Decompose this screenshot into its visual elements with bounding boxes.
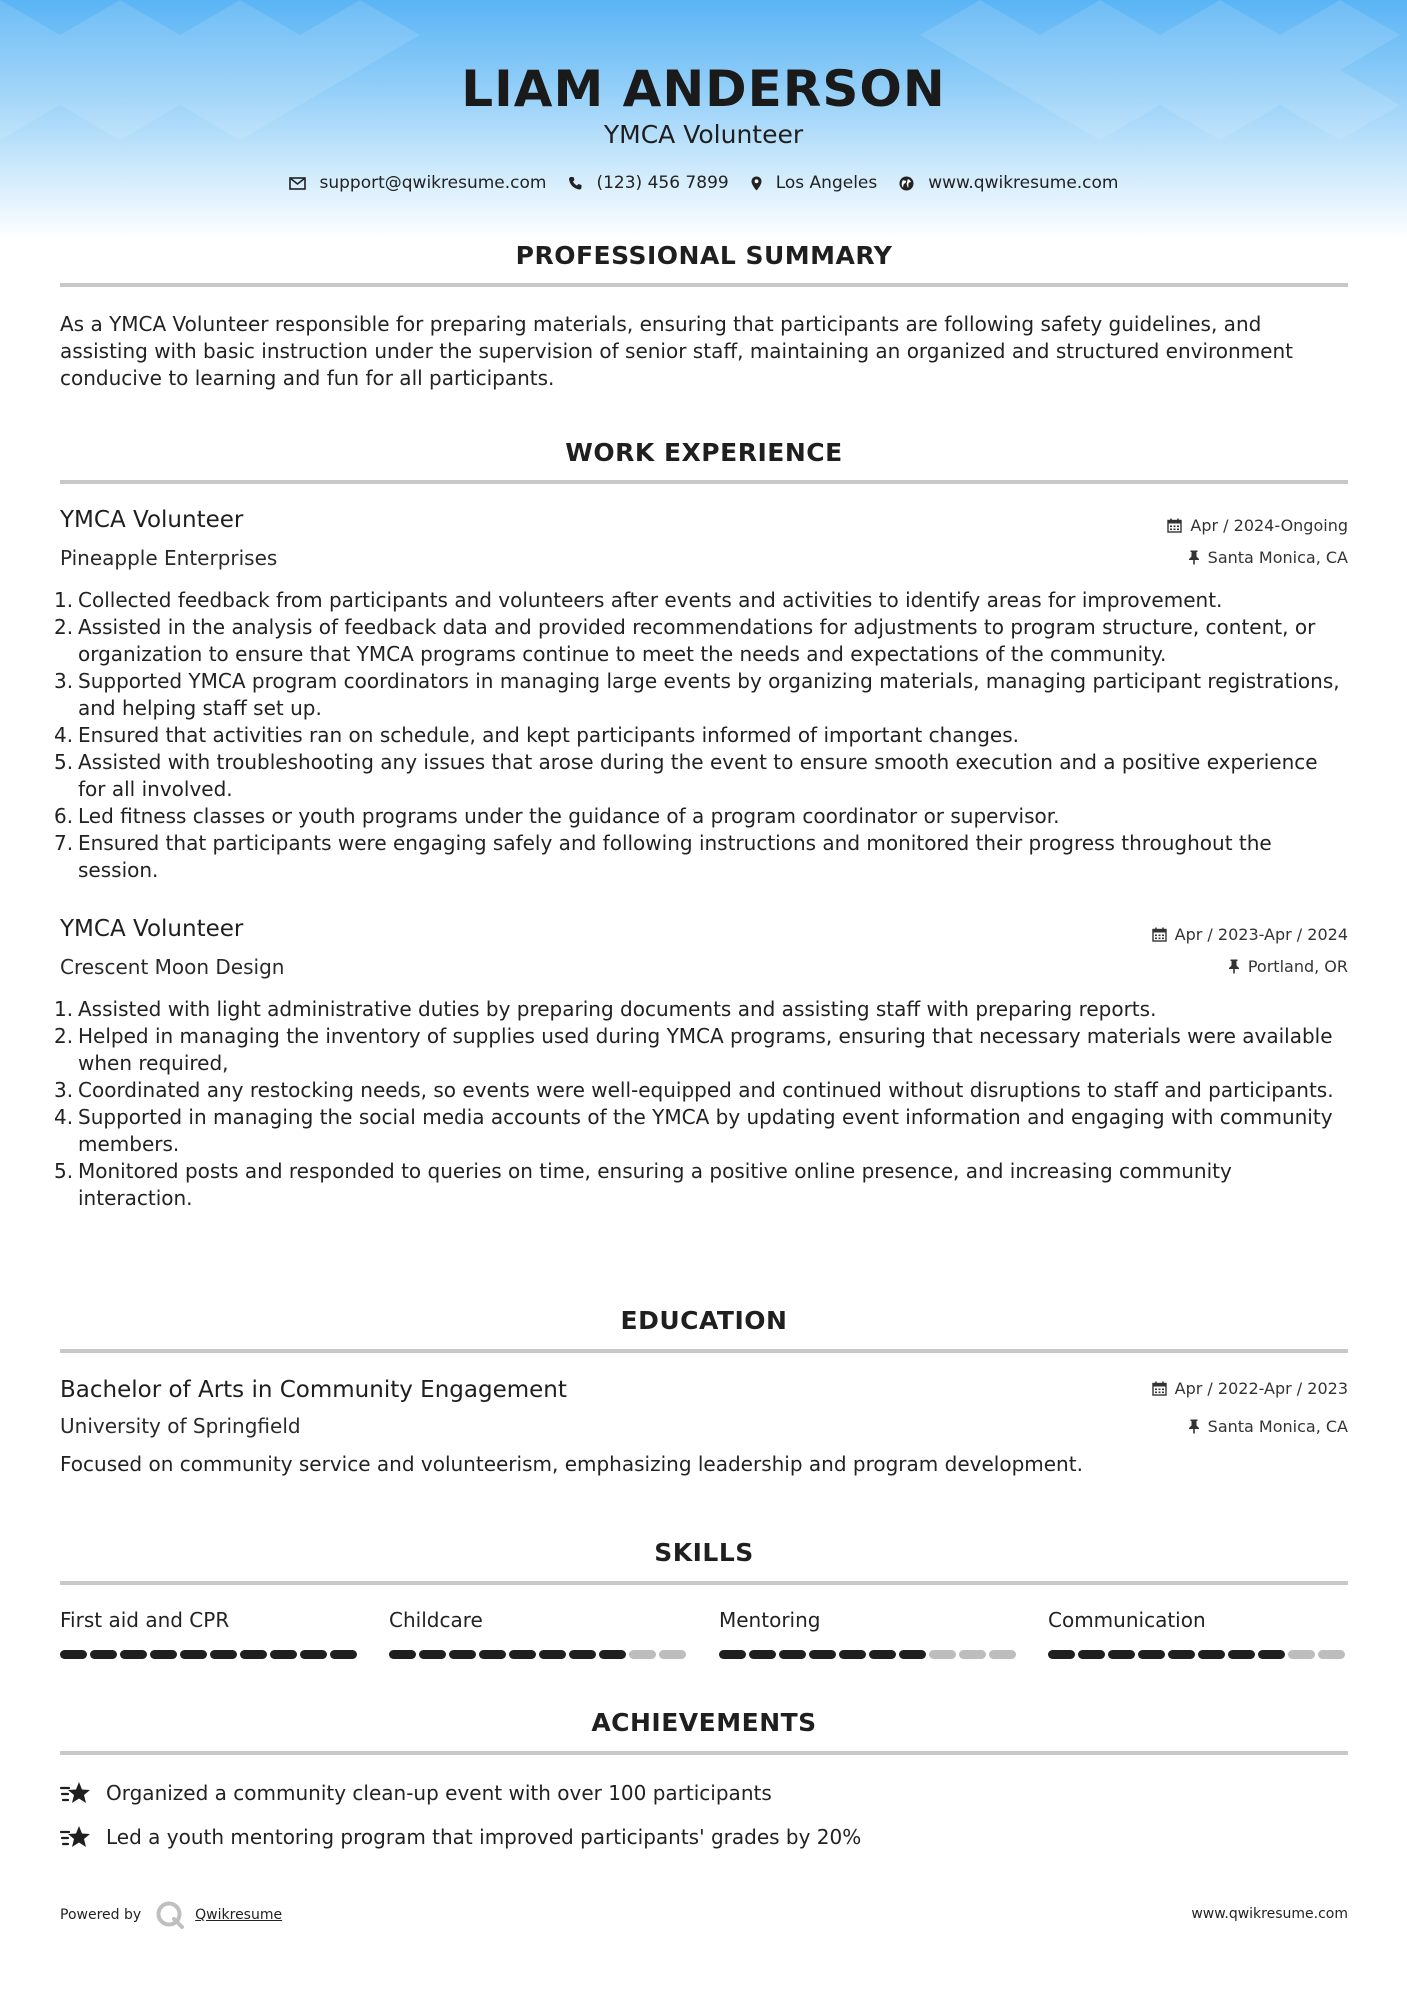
achievement-text: Organized a community clean-up event with over 100 participants (106, 1781, 772, 1805)
footer-website[interactable]: www.qwikresume.com (1191, 1906, 1348, 1922)
job-location (1228, 957, 1348, 976)
job-location-text: Santa Monica, CA (1207, 548, 1348, 567)
skill-segment-filled (90, 1650, 117, 1659)
job-company: Crescent Moon Design (60, 955, 285, 979)
skill-segment-empty (659, 1650, 686, 1659)
skill-level-bar (719, 1650, 1019, 1659)
pushpin-icon (1188, 1419, 1200, 1434)
skill-segment-empty (1288, 1650, 1315, 1659)
contact-website[interactable] (899, 173, 1118, 193)
contact-bar (0, 173, 1407, 193)
calendar-icon (1152, 1381, 1167, 1396)
job-bullets (54, 996, 1350, 1212)
skill-name: Mentoring (719, 1608, 821, 1632)
map-pin-icon (751, 176, 762, 191)
skill-segment-empty (989, 1650, 1016, 1659)
skill-name: Childcare (389, 1608, 483, 1632)
job-company: Pineapple Enterprises (60, 546, 278, 570)
skill-segment-filled (120, 1650, 147, 1659)
contact-email[interactable] (289, 173, 547, 193)
education-location (1188, 1417, 1348, 1436)
list-item: 6. Led fitness classes or youth programs under the guidance of a program coordinator or supervisor. (54, 804, 1060, 828)
calendar-icon (1152, 927, 1167, 942)
education-description: Focused on community service and volunteerism, emphasizing leadership and program development. (60, 1452, 1083, 1476)
education-heading: EDUCATION (620, 1306, 788, 1335)
skill-level-bar (1048, 1650, 1348, 1659)
achievements-heading: ACHIEVEMENTS (591, 1708, 817, 1737)
phone-icon (568, 176, 582, 190)
achievement-item (60, 1824, 861, 1850)
skill-level-bar (389, 1650, 689, 1659)
skill-segment-empty (1318, 1650, 1345, 1659)
experience-heading: WORK EXPERIENCE (565, 438, 843, 467)
contact-website-text: www.qwikresume.com (928, 173, 1119, 193)
star-icon (60, 1824, 92, 1850)
pushpin-icon (1228, 959, 1240, 974)
candidate-title: YMCA Volunteer (603, 120, 804, 149)
candidate-name: LIAM ANDERSON (461, 60, 946, 118)
skill-segment-filled (60, 1650, 87, 1659)
skill-segment-filled (1078, 1650, 1105, 1659)
summary-text: As a YMCA Volunteer responsible for preparing materials, ensuring that participants are following safety guidelines, and assisting with basic instruction under the supervision of senior staff, maintaining an organized and structured environment conducive to learning and fun for all participants. (60, 312, 1294, 390)
skill-segment-filled (719, 1650, 746, 1659)
list-item: 5. Monitored posts and responded to queries on time, ensuring a positive online presence, and increasing community interaction. (54, 1159, 1232, 1210)
skill-segment-filled (839, 1650, 866, 1659)
skill-segment-empty (959, 1650, 986, 1659)
experience-divider (60, 480, 1348, 484)
skills-divider (60, 1581, 1348, 1585)
job-dates (1152, 925, 1348, 944)
skill-segment-filled (300, 1650, 327, 1659)
education-school: University of Springfield (60, 1414, 301, 1438)
skill-name: Communication (1048, 1608, 1206, 1632)
skill-segment-filled (1228, 1650, 1255, 1659)
job-dates-text: Apr / 2024-Ongoing (1190, 516, 1348, 535)
skill-segment-filled (479, 1650, 506, 1659)
footer-powered-by (60, 1900, 282, 1930)
education-dates-text: Apr / 2022-Apr / 2023 (1174, 1379, 1348, 1398)
skill-segment-filled (779, 1650, 806, 1659)
contact-phone[interactable] (568, 173, 728, 193)
skill-level-bar (60, 1650, 360, 1659)
skill-item (719, 1608, 1019, 1659)
calendar-icon (1167, 518, 1182, 533)
skill-segment-filled (1258, 1650, 1285, 1659)
skill-segment-filled (749, 1650, 776, 1659)
job-location-text: Portland, OR (1247, 957, 1348, 976)
skill-segment-filled (1048, 1650, 1075, 1659)
list-item: 3. Coordinated any restocking needs, so events were well-equipped and continued without disruptions to staff and participants. (54, 1078, 1334, 1102)
contact-phone-text: (123) 456 7899 (596, 173, 729, 193)
qwikresume-logo-icon (155, 1900, 185, 1930)
job-dates (1167, 516, 1348, 535)
skill-segment-filled (419, 1650, 446, 1659)
summary-divider (60, 283, 1348, 287)
skill-segment-filled (1168, 1650, 1195, 1659)
list-item: 7. Ensured that participants were engaging safely and following instructions and monitored their progress throughout the session. (54, 831, 1272, 882)
qwikresume-link[interactable]: Qwikresume (195, 1907, 283, 1923)
list-item: 2. Assisted in the analysis of feedback data and provided recommendations for adjustments to program structure, content, or organization to ensure that YMCA programs continue to meet the needs and expectations of the community. (54, 615, 1316, 666)
job-title: YMCA Volunteer (60, 916, 244, 942)
job-bullets (54, 587, 1350, 884)
envelope-icon (289, 177, 306, 190)
skill-segment-filled (210, 1650, 237, 1659)
skill-segment-filled (1198, 1650, 1225, 1659)
skill-segment-filled (539, 1650, 566, 1659)
skill-segment-filled (270, 1650, 297, 1659)
skill-segment-filled (569, 1650, 596, 1659)
education-divider (60, 1349, 1348, 1353)
job-location (1188, 548, 1348, 567)
skills-heading: SKILLS (654, 1538, 754, 1567)
achievements-divider (60, 1751, 1348, 1755)
skill-segment-empty (629, 1650, 656, 1659)
skill-segment-filled (240, 1650, 267, 1659)
skill-segment-filled (509, 1650, 536, 1659)
skill-segment-filled (1108, 1650, 1135, 1659)
skill-item (60, 1608, 360, 1659)
skill-segment-empty (929, 1650, 956, 1659)
summary-heading: PROFESSIONAL SUMMARY (515, 241, 893, 270)
powered-by-label: Powered by (60, 1907, 142, 1923)
skill-segment-filled (1138, 1650, 1165, 1659)
list-item: 2. Helped in managing the inventory of supplies used during YMCA programs, ensuring that necessary materials were available when required, (54, 1024, 1333, 1075)
job-title: YMCA Volunteer (60, 507, 244, 533)
skill-segment-filled (330, 1650, 357, 1659)
skill-segment-filled (449, 1650, 476, 1659)
globe-icon (899, 176, 914, 191)
achievement-item (60, 1780, 772, 1806)
contact-email-text: support@qwikresume.com (319, 173, 547, 193)
skill-segment-filled (869, 1650, 896, 1659)
skill-segment-filled (150, 1650, 177, 1659)
star-icon (60, 1780, 92, 1806)
job-dates-text: Apr / 2023-Apr / 2024 (1174, 925, 1348, 944)
skill-segment-filled (389, 1650, 416, 1659)
skill-segment-filled (599, 1650, 626, 1659)
list-item: 4. Supported in managing the social media accounts of the YMCA by updating event information and engaging with community members. (54, 1105, 1333, 1156)
list-item: 1. Collected feedback from participants and volunteers after events and activities to identify areas for improvement. (54, 588, 1223, 612)
education-location-text: Santa Monica, CA (1207, 1417, 1348, 1436)
list-item: 5. Assisted with troubleshooting any issues that arose during the event to ensure smooth execution and a positive experience for all involved. (54, 750, 1318, 801)
skill-item (1048, 1608, 1348, 1659)
list-item: 3. Supported YMCA program coordinators in managing large events by organizing materials, managing participant registrations, and helping staff set up. (54, 669, 1340, 720)
education-dates (1152, 1379, 1348, 1398)
contact-location-text: Los Angeles (775, 173, 878, 193)
list-item: 4. Ensured that activities ran on schedule, and kept participants informed of important changes. (54, 723, 1019, 747)
skill-segment-filled (809, 1650, 836, 1659)
skill-item (389, 1608, 689, 1659)
list-item: 1. Assisted with light administrative duties by preparing documents and assisting staff with preparing reports. (54, 997, 1157, 1021)
skill-name: First aid and CPR (60, 1608, 230, 1632)
achievement-text: Led a youth mentoring program that improved participants' grades by 20% (106, 1825, 862, 1849)
skill-segment-filled (899, 1650, 926, 1659)
education-degree: Bachelor of Arts in Community Engagement (60, 1377, 567, 1403)
skill-segment-filled (180, 1650, 207, 1659)
pushpin-icon (1188, 550, 1200, 565)
contact-location (751, 173, 878, 193)
